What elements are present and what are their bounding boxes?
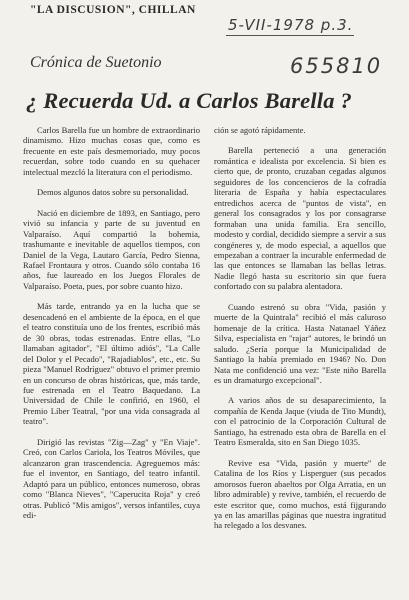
article-right-column — [214, 125, 386, 541]
paragraph: Carlos Barella fue un hombre de extraordinario dinamismo. Hizo muchas cosas que, como es frecuente en este país desmemoriado, muy pocos recuerdan, sobre todo cuando en su quehacer intelectual mezcló la literatura con el periodismo. — [23, 125, 200, 177]
article-left-column — [23, 125, 200, 530]
handwritten-date: 5-VII-1978 p.3. — [228, 16, 354, 34]
handwritten-catalog-number: 655810 — [290, 54, 383, 78]
paragraph: Dirigió las revistas "Zig—Zag" y "En Viaje". Creó, con Carlos Cariola, los Teatros Móviles, que alcanzaron gran trascendencia. Agreguemos más: fue el inventor, en Santiago, del teatro infantil. Adaptó para un público, entonces numeroso, obras como "Blanca Nieves", "Caperucita Roja" y creó otras. Publicó "Mis amigos", versos infantiles, cuya edi- — [23, 436, 200, 520]
paragraph: Revive esa "Vida, pasión y muerte" de Catalina de los Ríos y Lisperguer (sus pecados amorosos fueron abaeltos por Olga Arratia, en un libro admirable) y revive, también, el recuerdo de este escritor que, como muchos, está fijgurando ya en las amarillas páginas que nuestra ingratitud ha relegado a los desvanes. — [214, 457, 386, 531]
paragraph: Cuando estrenó su obra "Vida, pasión y muerte de la Quintrala" recibió el más caluroso homenaje de la crítica. Hasta Natanael Yáñez Silva, especialista en "rajar" autores, le brindó un saludo. ¿Sería porque la Municipalidad de Santiago la había premiado en 1946? No. Don Nata me confidenció una vez: "Este niño Barella es un dramaturgo excepcional". — [214, 301, 386, 385]
paragraph: Más tarde, entrando ya en la lucha que se desencadenó en el ambiente de la época, en el que el teatro constituía uno de los frentes, escribió más de 30 obras, todas estrenadas. Entre ellas, "Lo llamaban agitador", "El último adiós", "La Calle del Dolor y el Pecado", "Rajadiablos", etc., etc. Su pieza "Manuel Rodríguez" obtuvo el primer premio en un concurso de obras históricas, que, más tarde, fue estrenada en el Teatro Baquedano. La Universidad de Chile le confirió, en 1960, el Premio Líber Teatral, "por una vida consagrada al teatro". — [23, 301, 200, 427]
paragraph: Nació en diciembre de 1893, en Santiago, pero vivió su infancia y parte de su juventud en Valparaíso. Aquí compartió la bohemia, trashumante e inevitable de aquellos tiempos, con Daniel de la Vega, Lautaro García, Pedro Sienna, Rafael Frontaura y otros. Cuando sólo contaba 16 años, fue laureado en los Juegos Florales de Valparaíso. Poeta, pues, por sobre cuanto hizo. — [23, 207, 200, 291]
paragraph: Barella perteneció a una generación romántica e idealista por excelencia. Si bien es cierto que, de pronto, cruzaban cegadas algunos seguidores de los concencieros de la cofradía literaria de España y había espectaculares entredichos acerca de "puntos de vista", en general los consagrados y los por consagrarse formaban una unida familia. Era sencillo, modesto y cordial, decidido siempre a servir a sus congéneres y, de modo especial, a aquellos que empezaban a contraer la incurable enfermedad de las que entonces se llamaban las bellas letras. Nadie llegó hasta su escritorio sin que fuera confortado con su palabra alentadora. — [214, 145, 386, 292]
newspaper-name: "LA DISCUSION", CHILLAN — [30, 4, 196, 16]
paragraph: Demos algunos datos sobre su personalidad. — [37, 187, 189, 198]
paragraph: ción se agotó rápidamente. — [214, 125, 306, 135]
handwritten-underline — [226, 35, 354, 36]
article-headline: ¿ Recuerda Ud. a Carlos Barella ? — [26, 88, 352, 113]
column-title: Crónica de Suetonio — [30, 54, 162, 71]
paragraph: A varios años de su desaparecimiento, la compañía de Kenda Jaque (viuda de Tito Mundt), con el patrocinio de la Corporación Cultural de Santiago, ha estrenado esta obra de Barella en el Teatro Esmeralda, sito en San Diego 1035. — [214, 395, 386, 448]
